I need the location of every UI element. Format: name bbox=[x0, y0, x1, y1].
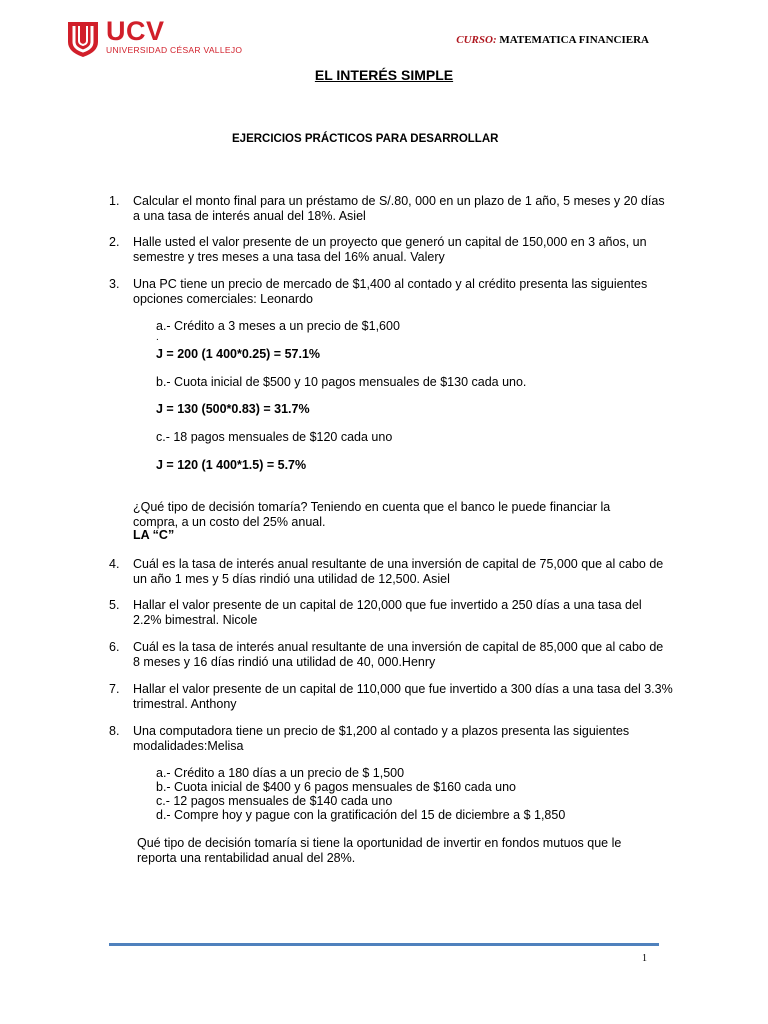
ucv-logo bbox=[66, 16, 243, 60]
exercise-text: Calcular el monto final para un préstamo de S/.80, 000 en un plazo de 1 año, 5 meses y 20 días a una tasa de interés anual del 18%. Asiel bbox=[133, 194, 665, 223]
exercise-number: 7. bbox=[109, 682, 120, 696]
course-key: CURSO: bbox=[456, 34, 497, 46]
exercise-number: 3. bbox=[109, 277, 120, 291]
item3-answer-b: J = 130 (500*0.83) = 31.7% bbox=[156, 402, 310, 416]
item3-option-a: a.- Crédito a 3 meses a un precio de $1,600 bbox=[156, 319, 400, 333]
item8-question-line1: Qué tipo de decisión tomaría si tiene la oportunidad de invertir en fondos mutuos que le bbox=[137, 836, 622, 850]
item3-option-c: c.- 18 pagos mensuales de $120 cada uno bbox=[156, 430, 393, 444]
page-subtitle: EJERCICIOS PRÁCTICOS PARA DESARROLLAR bbox=[232, 133, 499, 145]
page-title-text: EL INTERÉS SIMPLE bbox=[314, 67, 454, 83]
item8-option-b: b.- Cuota inicial de $400 y 6 pagos mensuales de $160 cada uno bbox=[156, 780, 516, 794]
item3-question-line1: ¿Qué tipo de decisión tomaría? Teniendo en cuenta que el banco le puede financiar la bbox=[133, 500, 611, 514]
exercise-number: 6. bbox=[109, 640, 120, 654]
course-value: MATEMATICA FINANCIERA bbox=[496, 34, 649, 46]
exercise-text: Cuál es la tasa de interés anual resultante de una inversión de capital de 75,000 que al cabo de un año 1 mes y 5 días rindió una utilidad de 12,500. Asiel bbox=[133, 557, 664, 586]
exercise-number: 8. bbox=[109, 724, 120, 738]
course-header bbox=[456, 34, 649, 46]
footer-rule bbox=[109, 943, 659, 946]
page-title bbox=[0, 67, 768, 83]
logo-brand: UCV bbox=[106, 16, 165, 46]
page-number: 1 bbox=[642, 953, 647, 964]
item8-option-d: d.- Compre hoy y pague con la gratificación del 15 de diciembre a $ 1,850 bbox=[156, 808, 566, 822]
item3-option-b: b.- Cuota inicial de $500 y 10 pagos mensuales de $130 cada uno. bbox=[156, 375, 527, 389]
exercise-text: Hallar el valor presente de un capital de 120,000 que fue invertido a 250 días a una tasa del 2.2% bimestral. Nicole bbox=[133, 598, 642, 627]
item3-answer-a: J = 200 (1 400*0.25) = 57.1% bbox=[156, 347, 321, 361]
exercise-text: Halle usted el valor presente de un proyecto que generó un capital de 150,000 en 3 años, un semestre y tres meses a una tasa del 16% anual. Valery bbox=[133, 235, 647, 264]
logo-subtitle: UNIVERSIDAD CÉSAR VALLEJO bbox=[106, 45, 243, 55]
ucv-shield-icon bbox=[66, 20, 100, 58]
exercise-number: 4. bbox=[109, 557, 120, 571]
item3-answer: LA “C” bbox=[133, 528, 175, 542]
exercise-number: 1. bbox=[109, 194, 120, 208]
item8-option-a: a.- Crédito a 180 días a un precio de $ 1,500 bbox=[156, 766, 405, 780]
exercise-text: Una computadora tiene un precio de $1,200 al contado y a plazos presenta las siguientes modalidades:Melisa bbox=[133, 724, 630, 753]
exercise-text: Cuál es la tasa de interés anual resultante de una inversión de capital de 85,000 que al cabo de 8 meses y 16 días rindió una utilidad de 40, 000.Henry bbox=[133, 640, 664, 669]
item8-question-line2: reporta una rentabilidad anual del 28%. bbox=[137, 851, 356, 865]
item8-option-c: c.- 12 pagos mensuales de $140 cada uno bbox=[156, 794, 393, 808]
exercise-text: Hallar el valor presente de un capital de 110,000 que fue invertido a 300 días a una tasa del 3.3% trimestral. Anthony bbox=[133, 682, 673, 711]
exercise-number: 5. bbox=[109, 598, 120, 612]
item3-question-line2: compra, a un costo del 25% anual. bbox=[133, 515, 326, 529]
exercise-number: 2. bbox=[109, 235, 120, 249]
exercise-text: Una PC tiene un precio de mercado de $1,400 al contado y al crédito presenta las siguientes opciones comerciales: Leonardo bbox=[133, 277, 648, 306]
item3-answer-c: J = 120 (1 400*1.5) = 5.7% bbox=[156, 458, 307, 472]
item3-dot: . bbox=[156, 332, 159, 343]
